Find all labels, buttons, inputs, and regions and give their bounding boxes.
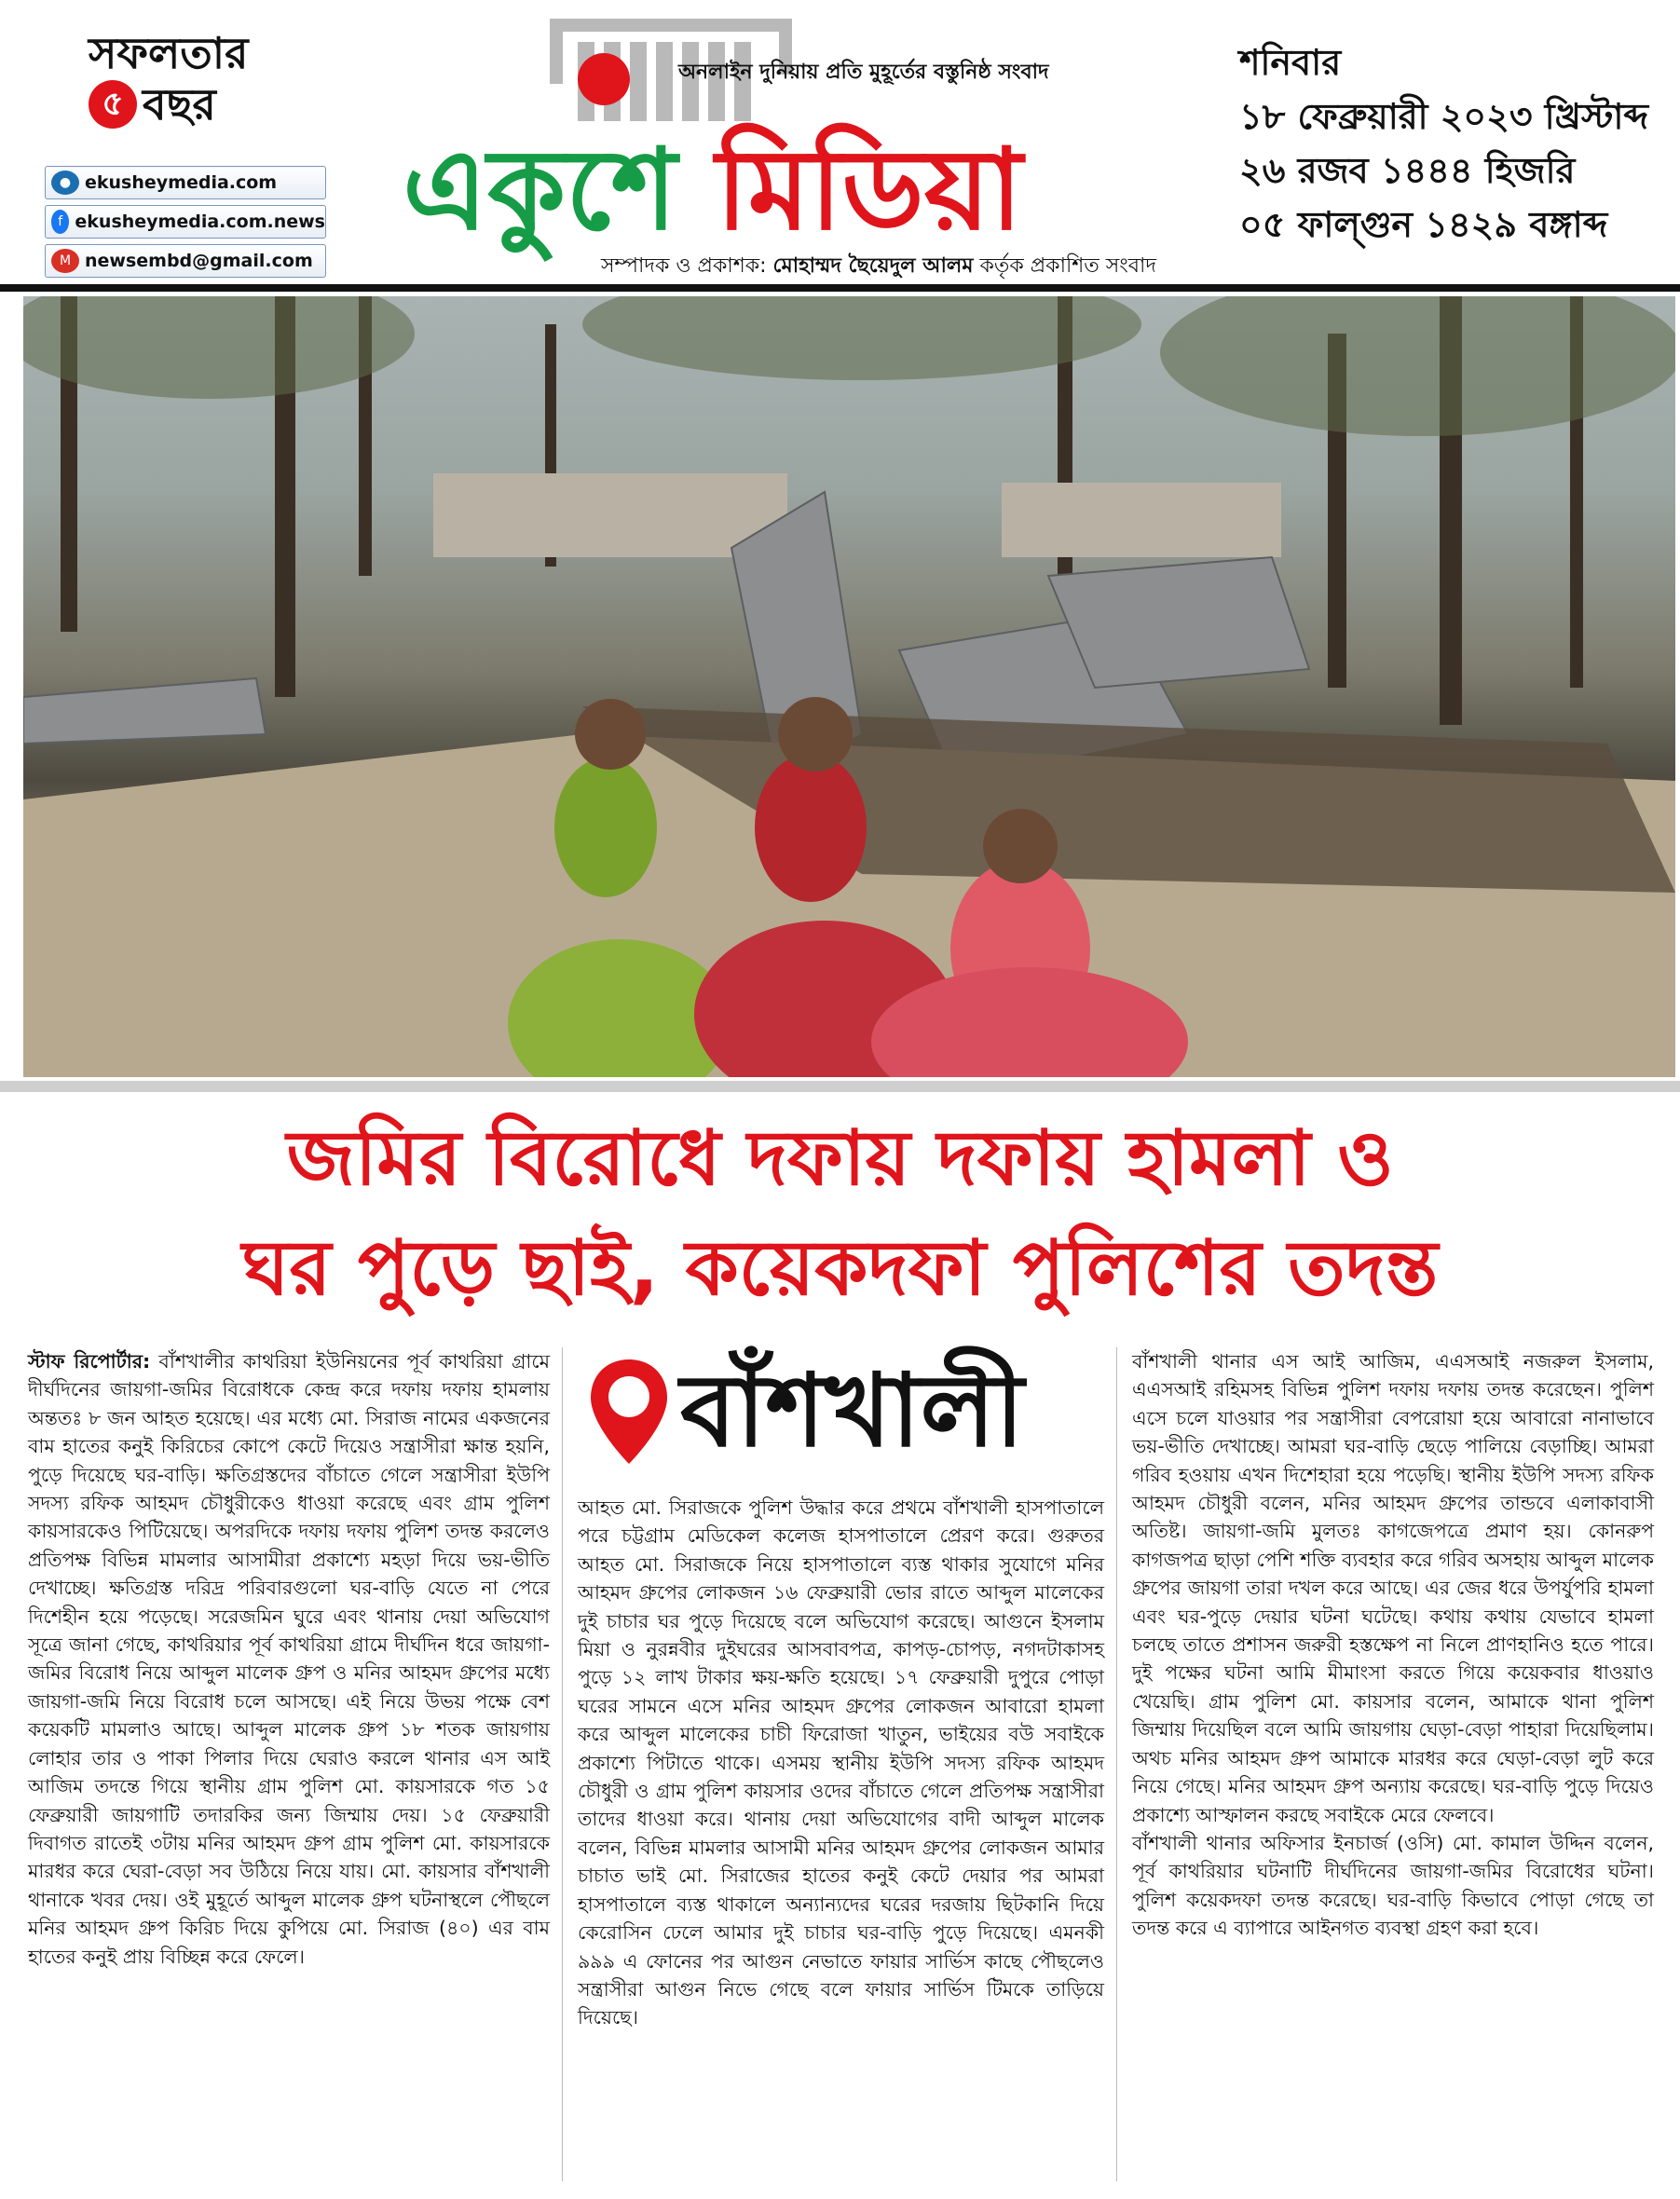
byline: স্টাফ রিপোর্টার: — [28, 1350, 151, 1373]
photo-divider — [0, 1081, 1680, 1092]
contact-website[interactable] — [45, 166, 326, 199]
tagline: অনলাইন দুনিয়ায় প্রতি মুহূর্তের বস্তুনিষ্ঠ সংবাদ — [678, 61, 1049, 84]
anniversary-number: ৫ — [89, 80, 137, 129]
gmail-icon: M — [51, 249, 79, 273]
location-name: বাঁশখালী — [680, 1353, 1024, 1469]
red-sun-icon — [578, 53, 630, 105]
article-column-2 — [578, 1494, 1104, 2032]
column-divider — [1116, 1347, 1117, 2181]
anniversary-line1: সফলতার — [89, 28, 249, 78]
contact-facebook[interactable] — [45, 205, 326, 239]
article-column-3 — [1132, 1347, 1654, 1943]
date-weekday: শনিবার — [1239, 42, 1342, 83]
column-divider — [562, 1347, 563, 2181]
contact-facebook-text: ekusheymedia.com.news — [75, 212, 325, 232]
burned-house-scene — [23, 296, 1675, 1077]
editor-line — [601, 250, 1156, 284]
date-hijri: ২৬ রজব ১৪৪৪ হিজরি — [1239, 150, 1576, 191]
column-3-paragraph-2: বাঁশখালী থানার অফিসার ইনচার্জ (ওসি) মো. কামাল উদ্দিন বলেন, পূর্ব কাথরিয়ার ঘটনাটি দীর্ঘদিনের জায়গা-জমির বিরোধের ঘটনা। পুলিশ কয়েকদফা তদন্ত করেছে। ঘর-বাড়ি কিভাবে পোড়া গেছে তা তদন্ত করে এ ব্যাপারে আইনগত ব্যবস্থা গ্রহণ করা হবে। — [1132, 1831, 1654, 1940]
date-gregorian: ১৮ ফেব্রুয়ারী ২০২৩ খ্রিস্টাব্দ — [1239, 96, 1649, 137]
location-tag — [587, 1342, 1109, 1482]
contact-email[interactable] — [45, 244, 326, 278]
logo-part2: মিডিয়া — [716, 126, 1023, 255]
date-bangla: ০৫ ফাল্গুন ১৪২৯ বঙ্গাব্দ — [1239, 204, 1608, 245]
editor-name: মোহাম্মদ ছৈয়েদুল আলম — [772, 254, 974, 278]
facebook-icon: f — [51, 210, 69, 234]
globe-icon: ● — [51, 171, 79, 195]
anniversary-badge — [89, 28, 331, 130]
editor-prefix: সম্পাদক ও প্রকাশক: — [601, 254, 767, 278]
column-3-paragraph-1: বাঁশখালী থানার এস আই আজিম, এএসআই নজরুল ইসলাম, এএসআই রহিমসহ বিভিন্ন পুলিশ দফায় দফায় তদন্ত করেছেন। পুলিশ এসে চলে যাওয়ার পর সন্ত্রাসীরা বেপরোয়া হয়ে আবারো নানাভাবে ভয়-ভীতি দেখাচ্ছে। আমরা ঘর-বাড়ি ছেড়ে পালিয়ে বেড়াচ্ছি। আমরা গরিব হওয়ায় এখন দিশেহারা হয়ে পড়েছি। স্থানীয় ইউপি সদস্য রফিক আহমদ চৌধুরী বলেন, মনির আহমদ গ্রুপের তান্ডবে এলাকাবাসী অতিষ্ট। জায়গা-জমি মুলতঃ কাগজেপত্রে প্রমাণ হয়। কোনরুপ কাগজপত্র ছাড়া পেশি শক্তি ব্যবহার করে গরিব অসহায় আব্দুল মালেক গ্রুপের জায়গা তারা দখল করে আছে। এর জের ধরে উপর্যুপরি হামলা এবং ঘর-পুড়ে দেয়ার ঘটনা ঘটেছে। কথায় কথায় যেভাবে হামলা চলছে তাতে প্রশাসন জরুরী হস্তক্ষেপ না নিলে প্রাণহানিও হতে পারে। দুই পক্ষের ঘটনা আমি মীমাংসা করতে গিয়ে কয়েকবার ধাওয়াও খেয়েছি। গ্রাম পুলিশ মো. কায়সার বলেন, আমাকে থানা পুলিশ জিম্মায় দিয়েছিল বলে আমি জায়গায় ঘেড়া-বেড়া পাহারা দিয়েছিলাম। অথচ মনির আহমদ গ্রুপ আমাকে মারধর করে ঘেড়া-বেড়া লুট করে নিয়ে গেছে। মনির আহমদ গ্রুপ অন্যায় করেছে। ঘর-বাড়ি পুড়ে দিয়েও প্রকাশ্যে আস্ফালন করছে সবাইকে মেরে ফেলবে। — [1132, 1350, 1654, 1826]
location-pin-icon — [587, 1356, 671, 1468]
logo-wordmark[interactable] — [403, 126, 1022, 256]
masthead — [0, 0, 1680, 284]
dates-block — [1239, 35, 1659, 252]
masthead-rule — [0, 284, 1680, 292]
logo-part1: একুশে — [403, 126, 677, 255]
anniversary-line2: বছর — [143, 79, 216, 130]
headline — [0, 1104, 1680, 1324]
headline-line2: ঘর পুড়ে ছাই, কয়েকদফা পুলিশের তদন্ত — [241, 1224, 1439, 1313]
article-column-1 — [28, 1347, 550, 1971]
column-1-text: বাঁশখালীর কাথরিয়া ইউনিয়নের পূর্ব কাথরিয়া গ্রামে দীর্ঘদিনের জায়গা-জমির বিরোধকে কেন্দ্র করে দফায় দফায় হামলায় অন্ততঃ ৮ জন আহত হয়েছে। এর মধ্যে মো. সিরাজ নামের একজনের বাম হাতের কনুই কিরিচের কোপে কেটে দিয়েও সন্ত্রাসীরা ক্ষান্ত হয়নি, পুড়ে দিয়েছে ঘর-বাড়ি। ক্ষতিগ্রস্তদের বাঁচাতে গেলে সন্ত্রাসীরা ইউপি সদস্য রফিক আহমদ চৌধুরীকেও ধাওয়া করেছে এবং গ্রাম পুলিশ কায়সারকেও পিটিয়েছে। অপরদিকে দফায় দফায় পুলিশ তদন্ত করলেও প্রতিপক্ষ বিভিন্ন মামলার আসামীরা প্রকাশ্যে মহড়া দিয়ে ভয়-ভীতি দেখাচ্ছে। ক্ষতিগ্রস্ত দরিদ্র পরিবারগুলো ঘর-বাড়ি যেতে না পেরে দিশেহীন হয়ে পড়েছে। সরেজমিন ঘুরে এবং থানায় দেয়া অভিযোগ সূত্রে জানা গেছে, কাথরিয়ার পূর্ব কাথরিয়া গ্রামে দীর্ঘদিন ধরে জায়গা-জমির বিরোধ নিয়ে আব্দুল মালেক গ্রুপ ও মনির আহমদ গ্রুপের মধ্যে জায়গা-জমি নিয়ে বিরোধ চলে আসছে। এই নিয়ে উভয় পক্ষে বেশ কয়েকটি মামলাও আছে। আব্দুল মালেক গ্রুপ ১৮ শতক জায়গায় লোহার তার ও পাকা পিলার দিয়ে ঘেরাও করলে থানার এস আই আজিম তদন্তে গিয়ে স্থানীয় গ্রাম পুলিশ মো. কায়সারকে গত ১৫ ফেব্রুয়ারী জায়গাটি তদারকির জন্য জিম্মায় দেয়। ১৫ ফেব্রুয়ারী দিবাগত রাতেই ৩টায় মনির আহমদ গ্রুপ গ্রাম পুলিশ মো. কায়সারকে মারধর করে ঘেরা-বেড়া সব উঠিয়ে নিয়ে যায়। মো. কায়সার বাঁশখালী থানাকে খবর দেয়। ওই মুহূর্তে আব্দুল মালেক গ্রুপ ঘটনাস্থলে পৌছলে মনির আহমদ গ্রুপ কিরিচ দিয়ে কুপিয়ে মো. সিরাজ (৪০) এর বাম হাতের কনুই প্রায় বিচ্ছিন্ন করে ফেলে। — [28, 1350, 550, 1968]
contact-website-text: ekusheymedia.com — [85, 172, 278, 193]
editor-suffix: কর্তৃক প্রকাশিত সংবাদ — [979, 254, 1156, 278]
news-photo — [23, 296, 1675, 1077]
contact-email-text: newsembd@gmail.com — [85, 251, 313, 271]
column-2-text: আহত মো. সিরাজকে পুলিশ উদ্ধার করে প্রথমে বাঁশখালী হাসপাতালে পরে চট্টগ্রাম মেডিকেল কলেজ হাসপাতালে প্রেরণ করে। গুরুতর আহত মো. সিরাজকে নিয়ে হাসপাতালে ব্যস্ত থাকার সুযোগে মনির আহমদ গ্রুপের লোকজন ১৬ ফেব্রুয়ারী ভোর রাতে আব্দুল মালেকের দুই চাচার ঘর পুড়ে দিয়েছে বলে অভিযোগ করেছে। আগুনে ইসলাম মিয়া ও নুরন্নবীর দুইঘরের আসবাবপত্র, কাপড়-চোপড়, নগদটাকাসহ পুড়ে ১২ লাখ টাকার ক্ষয়-ক্ষতি হয়েছে। ১৭ ফেব্রুয়ারী দুপুরে পোড়া ঘরের সামনে এসে মনির আহমদ গ্রুপের লোকজন আবারো হামলা করে আব্দুল মালেকের চাচী ফিরোজা খাতুন, ভাইয়ের বউ সবাইকে প্রকাশ্যে পিটাতে থাকে। এসময় স্থানীয় ইউপি সদস্য রফিক আহমদ চৌধুরী ও গ্রাম পুলিশ কায়সার ওদের বাঁচাতে গেলে প্রতিপক্ষ সন্ত্রাসীরা তাদের ধাওয়া করে। থানায় দেয়া অভিযোগের বাদী আব্দুল মালেক বলেন, বিভিন্ন মামলার আসামী মনির আহমদ গ্রুপের লোকজন আমার চাচাত ভাই মো. সিরাজের হাতের কনুই কেটে দেয়ার পর আমরা হাসপাতালে ব্যস্ত থাকালে অন্যান্যদের ঘরের দরজায় ছিটকানি দিয়ে কেরোসিন ঢেলে আমার দুই চাচার ঘর-বাড়ি পুড়ে দিয়েছে। এমনকী ৯৯৯ এ ফোনের পর আগুন নেভাতে ফায়ার সার্ভিস কাছে পৌছলেও সন্ত্রাসীরা আগুন নিভে গেছে বলে ফায়ার সার্ভিস টিমকে তাড়িয়ে দিয়েছে। — [578, 1496, 1104, 2029]
headline-line1: জমির বিরোধে দফায় দফায় হামলা ও — [286, 1114, 1394, 1203]
